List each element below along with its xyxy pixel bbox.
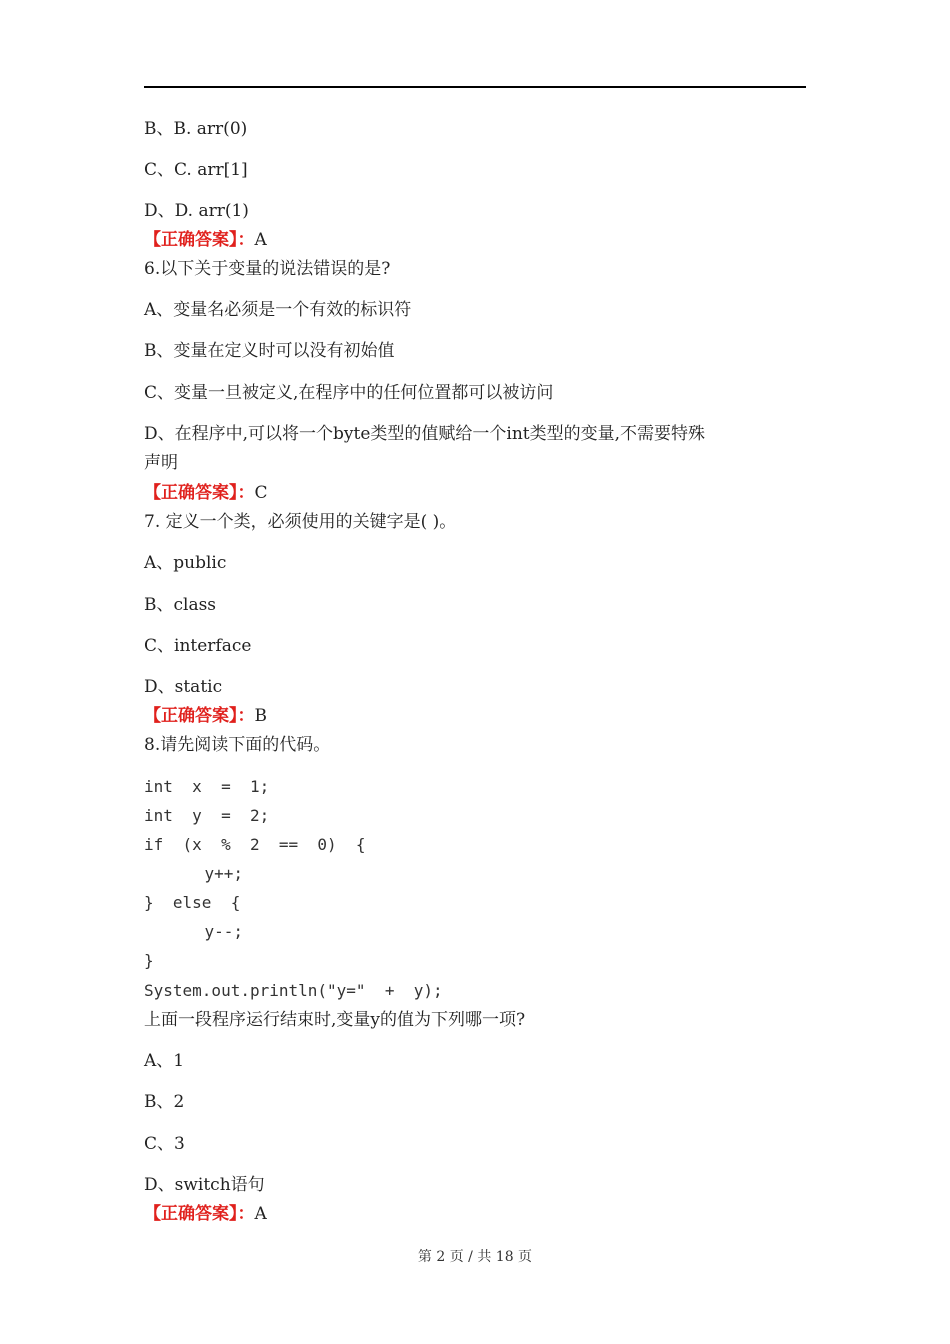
- q6-answer: [144, 482, 268, 504]
- answer-label: 【正确答案】：: [144, 230, 255, 250]
- page-footer: 第 2 页 / 共 18 页: [417, 1249, 533, 1265]
- q8-question-followup: 上面一段程序运行结束时,变量y的值为下列哪一项?: [144, 1010, 526, 1030]
- answer-label: 【正确答案】：: [144, 706, 255, 726]
- q5-answer: [144, 229, 267, 251]
- q7-answer: [144, 705, 267, 727]
- answer-value: A: [254, 1204, 267, 1224]
- q6-question: 6.以下关于变量的说法错误的是?: [144, 259, 391, 279]
- q8-option-c: C、3: [144, 1134, 185, 1154]
- q8-option-b: B、2: [144, 1092, 185, 1112]
- q7-question: 7. 定义一个类，必须使用的关键字是( )。: [144, 512, 457, 532]
- answer-label: 【正确答案】：: [144, 1204, 255, 1224]
- code-line: if (x % 2 == 0) {: [144, 835, 366, 854]
- q5-option-c: C、C. arr[1]: [144, 160, 248, 180]
- code-line: }: [144, 951, 154, 970]
- q7-option-b: B、class: [144, 595, 217, 615]
- answer-value: A: [254, 230, 267, 250]
- q6-option-d: D、在程序中,可以将一个byte类型的值赋给一个int类型的变量,不需要特殊: [144, 424, 706, 444]
- q8-answer: [144, 1203, 267, 1225]
- q7-option-a: A、public: [144, 553, 227, 573]
- q8-option-d: D、switch语句: [144, 1175, 265, 1195]
- code-line: y--;: [166, 922, 244, 941]
- q8-option-a: A、1: [144, 1051, 185, 1071]
- q8-question: 8.请先阅读下面的代码。: [144, 735, 331, 755]
- q5-option-d: D、D. arr(1): [144, 201, 249, 221]
- header-rule: [144, 86, 806, 88]
- q7-option-d: D、static: [144, 677, 223, 697]
- code-line: } else {: [144, 893, 241, 912]
- q6-option-d-continued: 声明: [144, 453, 178, 473]
- q6-option-c: C、变量一旦被定义,在程序中的任何位置都可以被访问: [144, 383, 554, 403]
- code-line: System.out.println("y=" + y);: [144, 981, 443, 1000]
- answer-value: C: [254, 483, 268, 503]
- answer-value: B: [254, 706, 267, 726]
- q7-option-c: C、interface: [144, 636, 252, 656]
- code-line: int x = 1;: [144, 777, 270, 796]
- answer-label: 【正确答案】：: [144, 483, 255, 503]
- code-line: int y = 2;: [144, 806, 270, 825]
- q6-option-b: B、变量在定义时可以没有初始值: [144, 341, 395, 361]
- q5-option-b: B、B. arr(0): [144, 119, 248, 139]
- code-line: y++;: [166, 864, 244, 883]
- q6-option-a: A、变量名必须是一个有效的标识符: [144, 300, 412, 320]
